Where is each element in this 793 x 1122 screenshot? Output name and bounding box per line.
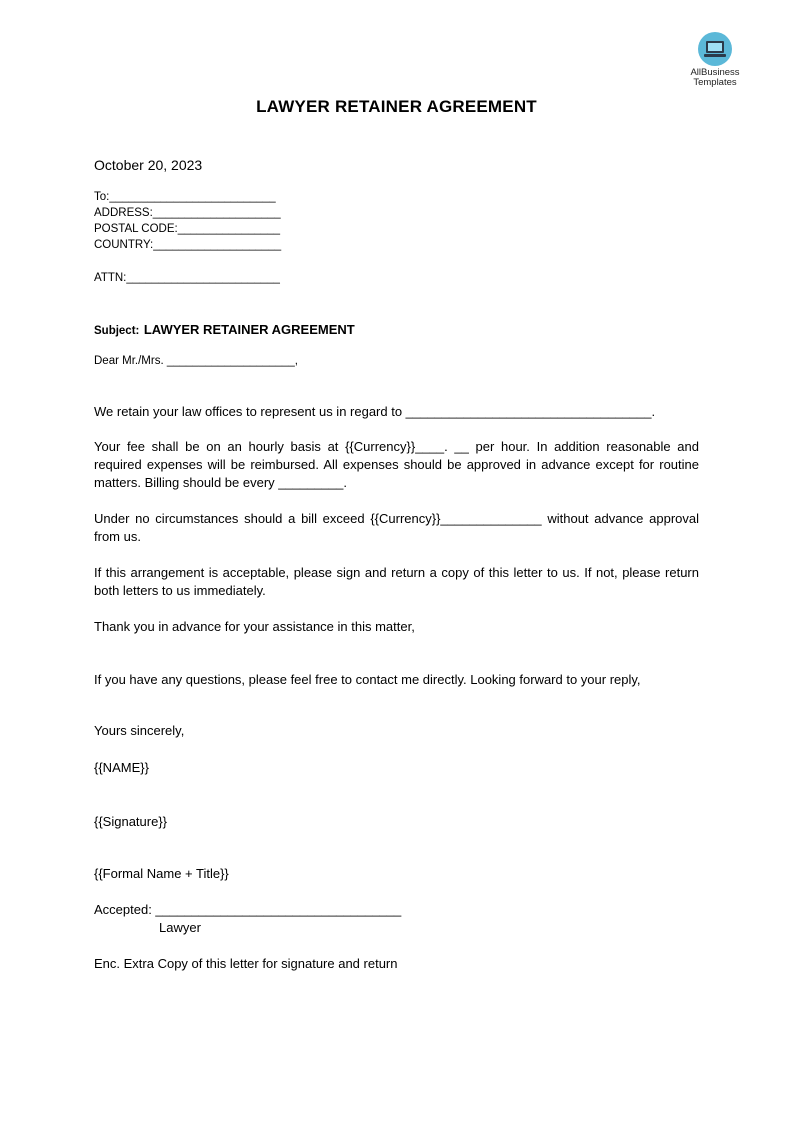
attn-line: ATTN:________________________ [94, 272, 280, 284]
paragraph-bill-limit: Under no circumstances should a bill exceed {{Currency}}______________ without advance approval from us. [94, 511, 699, 544]
subject-line [94, 321, 355, 339]
salutation: Dear Mr./Mrs. ____________________, [94, 355, 298, 367]
accepted-line: Accepted: __________________________________ [94, 902, 402, 917]
closing-sincerely: Yours sincerely, [94, 723, 185, 738]
logo-text-line2: Templates [693, 77, 737, 88]
letter-date: October 20, 2023 [94, 157, 203, 173]
enclosure-note: Enc. Extra Copy of this letter for signature and return [94, 956, 398, 971]
paragraph-retain: We retain your law offices to represent us in regard to __________________________________. [94, 404, 656, 419]
paragraph-acceptance: If this arrangement is acceptable, please sign and return a copy of this letter to us. If not, please return both letters to us immediately. [94, 565, 699, 598]
subject-value: LAWYER RETAINER AGREEMENT [143, 322, 355, 337]
laptop-icon [698, 32, 732, 66]
subject-label: Subject: [94, 325, 140, 337]
paragraph-questions: If you have any questions, please feel free to contact me directly. Looking forward to your reply, [94, 672, 641, 687]
document-title: LAWYER RETAINER AGREEMENT [256, 97, 537, 116]
logo-text-line1: AllBusiness [690, 67, 740, 78]
paragraph-thanks: Thank you in advance for your assistance in this matter, [94, 619, 415, 634]
closing-formal-name: {{Formal Name + Title}} [94, 866, 229, 881]
address-line: ADDRESS:____________________ [94, 207, 281, 219]
company-logo [682, 32, 748, 88]
paragraph-fee: Your fee shall be on an hourly basis at {{Currency}}____. __ per hour. In addition reasonable and required expenses will be reimbursed. All expenses should be approved in advance except for routine matters. Billing should be every _________. [94, 439, 699, 490]
country-line: COUNTRY:____________________ [94, 239, 282, 251]
closing-name: {{NAME}} [94, 760, 149, 775]
postal-code-line: POSTAL CODE:________________ [94, 223, 281, 235]
to-line: To:__________________________ [94, 191, 276, 203]
closing-signature: {{Signature}} [94, 814, 168, 829]
lawyer-label: Lawyer [159, 920, 201, 935]
